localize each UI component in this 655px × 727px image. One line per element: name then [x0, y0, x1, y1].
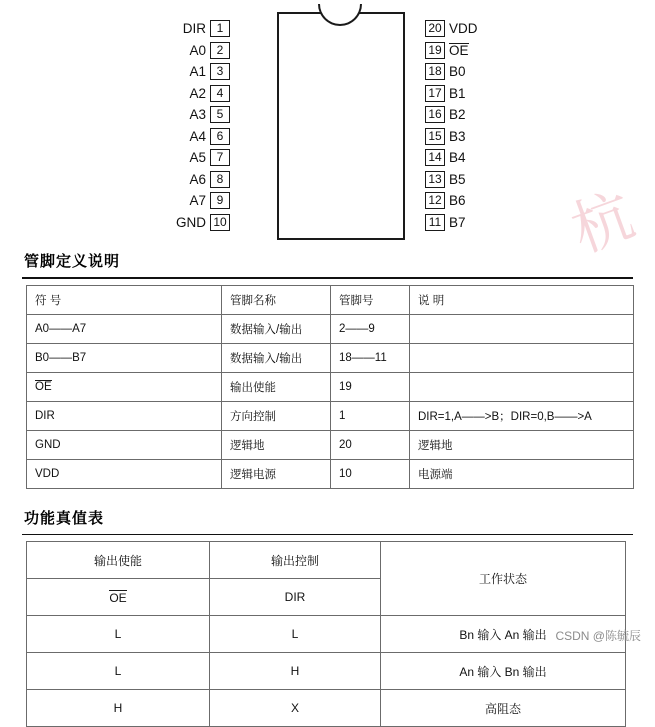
pin-row	[385, 190, 615, 212]
truth-section-divider	[22, 534, 633, 536]
pin-number: 4	[210, 85, 230, 102]
cell-symbol: A0——A7	[27, 314, 222, 343]
subheader-oe	[27, 579, 210, 616]
pin-label: B6	[449, 193, 466, 208]
chip-pinout-diagram	[0, 0, 655, 250]
watermark-text: 杭	[563, 180, 647, 265]
pin-number: 19	[425, 42, 445, 59]
table-row	[27, 372, 634, 401]
pin-row	[385, 40, 615, 62]
column-header-working-state: 工作状态	[381, 542, 626, 616]
pin-label: B1	[449, 85, 466, 101]
pin-number: 14	[425, 149, 445, 166]
cell-pin-number: 10	[331, 459, 410, 488]
column-header-pin-name: 管脚名称	[222, 285, 331, 314]
cell-description: DIR=1,A——>B；DIR=0,B——>A	[410, 401, 634, 430]
pin-row	[40, 169, 270, 191]
table-row	[27, 616, 626, 653]
cell-dir: H	[210, 653, 381, 690]
pin-number: 20	[425, 20, 445, 37]
pin-number: 13	[425, 171, 445, 188]
cell-oe: L	[27, 616, 210, 653]
cell-oe: L	[27, 653, 210, 690]
pin-number: 7	[210, 149, 230, 166]
pin-label: A6	[189, 171, 206, 187]
pin-row	[40, 61, 270, 83]
truth-section-title: 功能真值表	[24, 509, 105, 527]
pin-number: 6	[210, 128, 230, 145]
pin-number: 9	[210, 192, 230, 209]
column-header-symbol: 符 号	[27, 285, 222, 314]
pin-section-title: 管脚定义说明	[24, 253, 121, 270]
pin-label: A0	[189, 42, 206, 58]
cell-state: An 输入 Bn 输出	[381, 653, 626, 690]
pin-row	[40, 18, 270, 40]
pin-number: 18	[425, 63, 445, 80]
pin-row	[40, 40, 270, 62]
pin-number: 8	[210, 171, 230, 188]
table-row	[27, 343, 634, 372]
cell-description	[410, 343, 634, 372]
pin-number: 5	[210, 106, 230, 123]
pin-row	[40, 190, 270, 212]
pin-label: A3	[189, 107, 206, 122]
chip-right-pin-column	[385, 18, 615, 233]
cell-pin-name: 逻辑电源	[222, 459, 331, 488]
pin-label: A1	[189, 64, 206, 79]
pin-label: GND	[176, 214, 206, 230]
pin-row	[385, 83, 615, 105]
pin-row	[40, 126, 270, 148]
cell-description	[410, 372, 634, 401]
cell-symbol: B0——B7	[27, 343, 222, 372]
pin-label: B0	[449, 64, 466, 79]
pin-number: 3	[210, 63, 230, 80]
cell-dir: X	[210, 690, 381, 727]
cell-description: 逻辑地	[410, 430, 634, 459]
pin-row	[385, 61, 615, 83]
cell-state: Bn 输入 An 输出	[381, 616, 626, 653]
pin-label: B3	[449, 128, 466, 144]
oe-overline-label: OE	[35, 381, 52, 393]
function-truth-table	[26, 541, 626, 727]
pin-label: A7	[189, 193, 206, 208]
cell-pin-number: 1	[331, 401, 410, 430]
table-row	[27, 314, 634, 343]
cell-dir: L	[210, 616, 381, 653]
pin-label: B2	[449, 107, 466, 122]
table-row	[27, 459, 634, 488]
pin-number: 12	[425, 192, 445, 209]
table-row	[27, 690, 626, 727]
pin-label: B7	[449, 214, 466, 230]
pin-row	[40, 104, 270, 126]
pin-section-divider	[22, 277, 633, 279]
cell-pin-number: 18——11	[331, 343, 410, 372]
cell-pin-number: 20	[331, 430, 410, 459]
pin-label-oe: OE	[449, 43, 469, 58]
table-header-row	[27, 542, 626, 579]
table-row	[27, 653, 626, 690]
pin-row	[40, 147, 270, 169]
pin-label: A4	[189, 128, 206, 144]
pin-row	[385, 169, 615, 191]
pin-row	[385, 212, 615, 234]
cell-pin-name: 输出使能	[222, 372, 331, 401]
pin-row	[40, 212, 270, 234]
oe-overline-label: OE	[109, 590, 127, 605]
pin-row	[385, 147, 615, 169]
cell-pin-number: 19	[331, 372, 410, 401]
pin-row	[385, 104, 615, 126]
pin-label: B5	[449, 171, 466, 187]
cell-description	[410, 314, 634, 343]
pin-label: VDD	[449, 21, 478, 36]
cell-state: 高阻态	[381, 690, 626, 727]
pin-row	[385, 18, 615, 40]
pin-number: 16	[425, 106, 445, 123]
pin-definition-table	[26, 285, 634, 489]
table-header-row	[27, 285, 634, 314]
pin-row	[385, 126, 615, 148]
cell-symbol-oe	[27, 372, 222, 401]
pin-row	[40, 83, 270, 105]
column-header-pin-number: 管脚号	[331, 285, 410, 314]
pin-label: DIR	[182, 21, 206, 36]
cell-symbol: VDD	[27, 459, 222, 488]
pin-number: 2	[210, 42, 230, 59]
pin-number: 1	[210, 20, 230, 37]
cell-symbol: DIR	[27, 401, 222, 430]
pin-number: 10	[210, 214, 230, 231]
cell-pin-name: 逻辑地	[222, 430, 331, 459]
pin-number: 15	[425, 128, 445, 145]
column-header-output-enable: 输出使能	[27, 542, 210, 579]
pin-label: A5	[189, 150, 206, 165]
cell-pin-name: 方向控制	[222, 401, 331, 430]
cell-pin-name: 数据输入/输出	[222, 314, 331, 343]
cell-pin-name: 数据输入/输出	[222, 343, 331, 372]
pin-label: A2	[189, 85, 206, 101]
cell-oe: H	[27, 690, 210, 727]
cell-description: 电源端	[410, 459, 634, 488]
table-row	[27, 430, 634, 459]
pin-label: B4	[449, 150, 466, 165]
column-header-output-control: 输出控制	[210, 542, 381, 579]
pin-number: 17	[425, 85, 445, 102]
credit-text: CSDN @陈毓辰	[555, 629, 641, 643]
table-row	[27, 401, 634, 430]
column-header-description: 说 明	[410, 285, 634, 314]
chip-left-pin-column	[40, 18, 270, 233]
pin-number: 11	[425, 214, 445, 231]
cell-pin-number: 2——9	[331, 314, 410, 343]
subheader-dir: DIR	[210, 579, 381, 616]
cell-symbol: GND	[27, 430, 222, 459]
